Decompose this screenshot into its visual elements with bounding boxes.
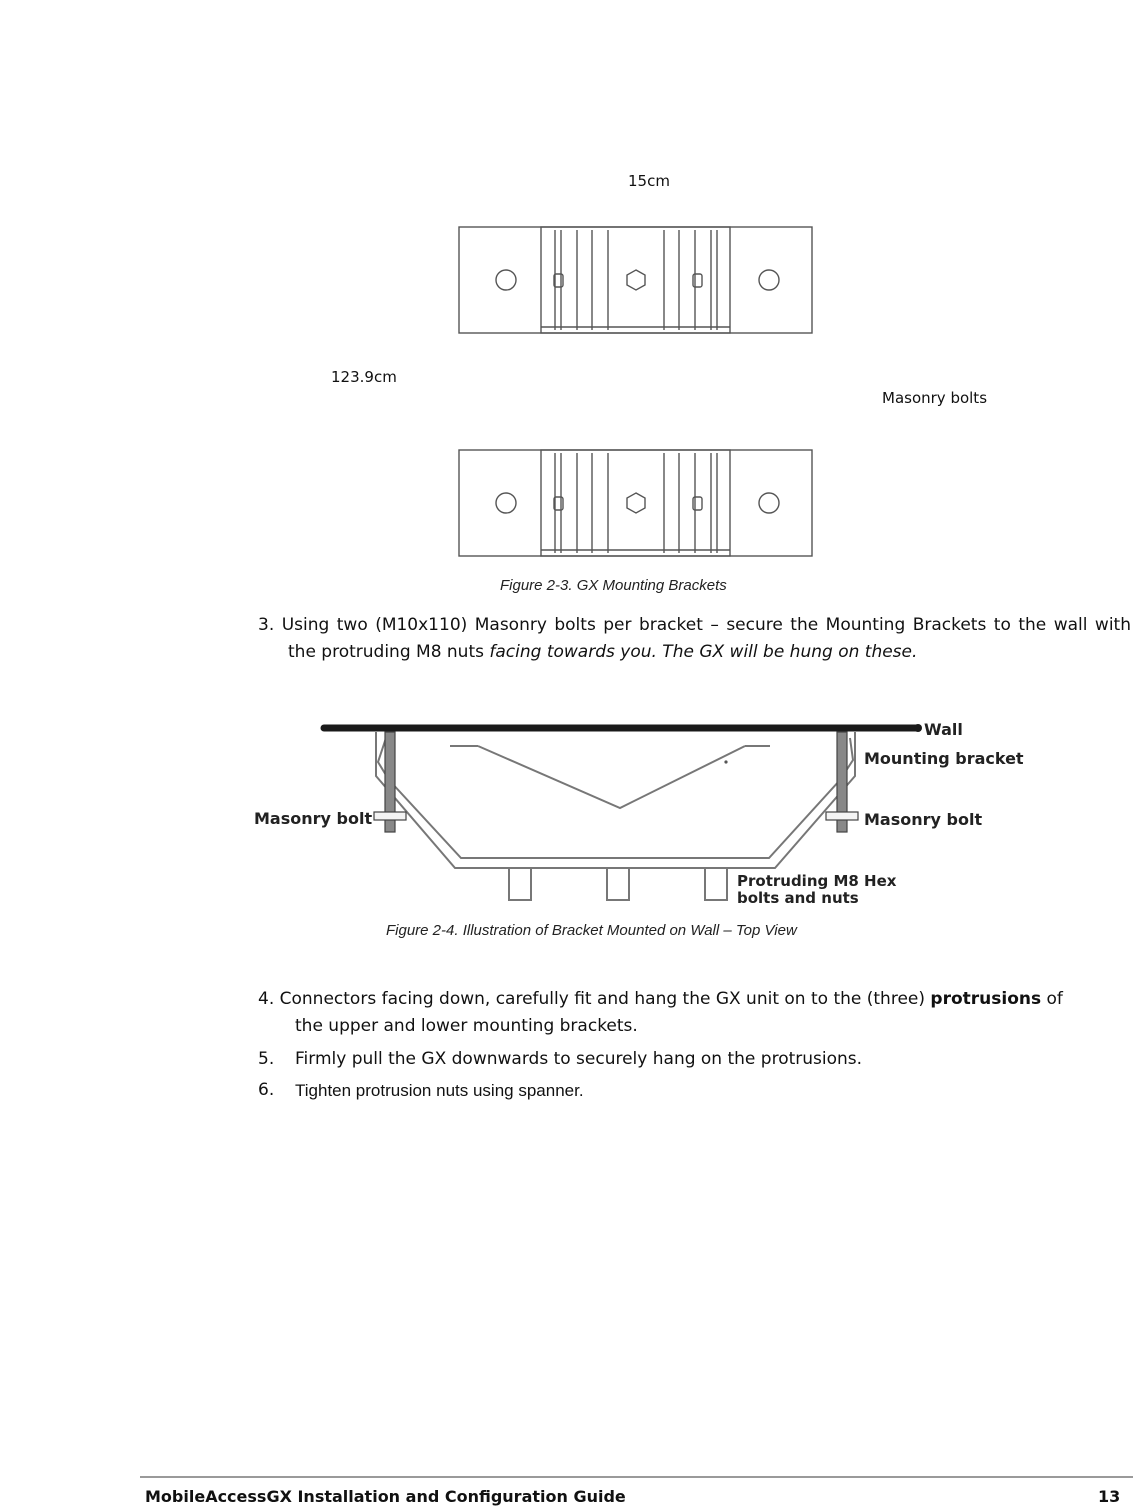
upper-mounting-bracket-drawing [455,222,819,336]
wall-label: Wall [924,720,963,739]
step-3-italic-text: facing towards you. The GX will be hung on these. [489,642,918,662]
step-4-line-1 [258,986,1131,1013]
masonry-bolts-label: Masonry bolts [882,389,988,407]
step-3-paragraph [258,612,1131,666]
step-3-text: Using two (M10x110) Masonry bolts per bracket – secure the Mounting Brackets to the wall with the protruding M8 nuts [281,615,1131,662]
mounting-bracket-label: Mounting bracket [864,749,1024,768]
protruding-label-line1: Protruding M8 Hex [737,872,897,890]
step-3-number: 3. [258,615,275,635]
lower-mounting-bracket-drawing [455,445,819,559]
step-4-bold-protrusions: protrusions [930,989,1042,1009]
step-6-text: Tighten protrusion nuts using spanner. [295,1081,584,1100]
protruding-label-line2: bolts and nuts [737,889,859,907]
step-4-text-a: Connectors facing down, carefully fit and hang the GX unit on to the (three) [279,989,925,1009]
footer-divider [140,1476,1133,1478]
masonry-bolt-left-label: Masonry bolt [254,809,373,828]
step-6-number: 6. [258,1080,275,1100]
step-4-number: 4. [258,989,275,1009]
step-5-text: Firmly pull the GX downwards to securely hang on the protrusions. [295,1049,863,1069]
masonry-bolt-right-label: Masonry bolt [864,810,983,829]
dimension-side-label: 123.9cm [331,368,397,386]
step-4-text-b: of [1046,989,1063,1009]
footer-page-number: 13 [1098,1487,1121,1506]
bracket-top-view-illustration [250,708,1040,908]
dimension-top-label: 15cm [628,172,670,190]
figure-2-3-caption: Figure 2-3. GX Mounting Brackets [500,577,727,594]
figure-2-4-caption: Figure 2-4. Illustration of Bracket Mounted on Wall – Top View [386,922,797,939]
footer-title: MobileAccessGX Installation and Configuration Guide [145,1487,626,1506]
step-4-line-2: the upper and lower mounting brackets. [295,1016,638,1036]
step-5-number: 5. [258,1049,275,1069]
